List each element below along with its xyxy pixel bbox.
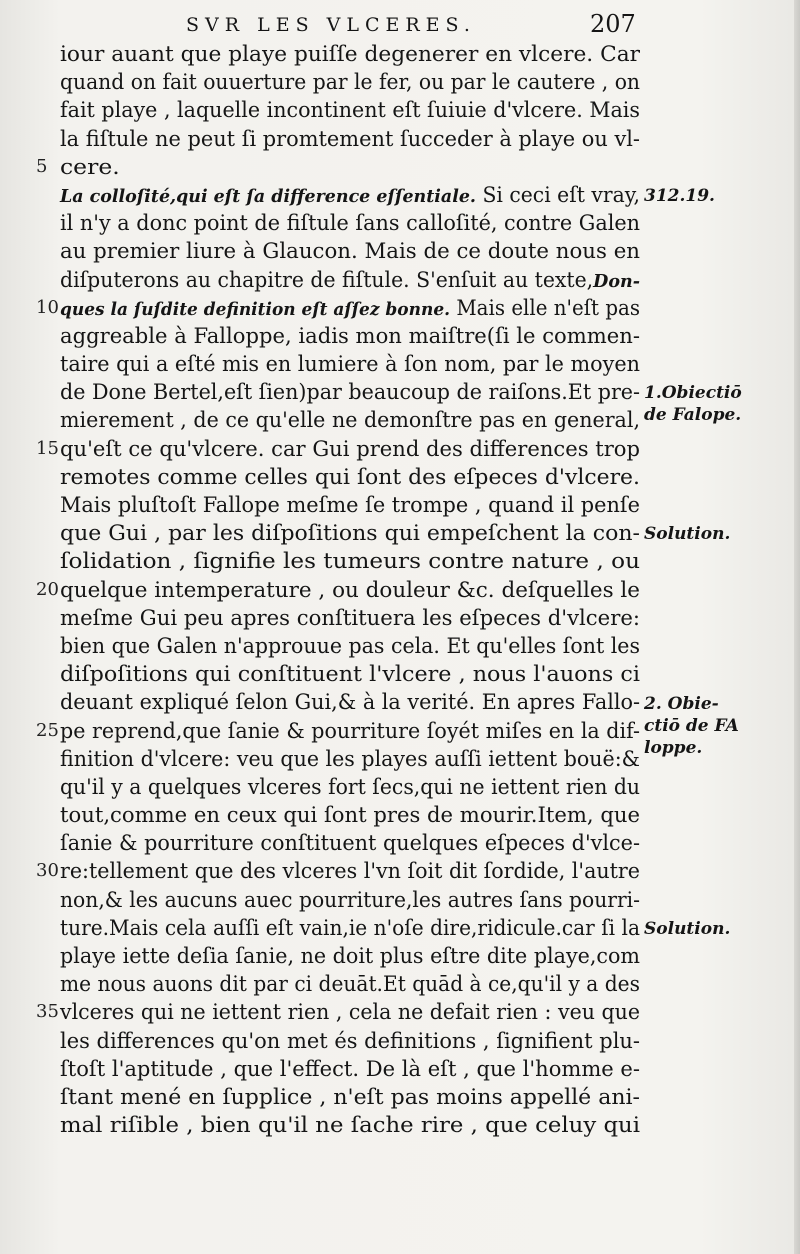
line-text: [60, 773, 640, 801]
roman-text: cere.: [60, 154, 120, 179]
roman-text: bien que Galen n'approuue pas cela. Et qu'elles ſont les: [60, 633, 640, 658]
text-line: [60, 322, 640, 350]
line-text: [60, 294, 640, 324]
margin-note-line: loppe.: [644, 737, 703, 758]
roman-text: aggreable à Falloppe, iadis mon maiſtre(ſi le commen-: [60, 323, 640, 348]
line-text: [60, 406, 640, 434]
margin-note: [644, 185, 715, 207]
line-number: 20: [36, 578, 59, 600]
roman-text: il n'y a donc point de fiſtule ſans calloſité, contre Galen: [60, 211, 640, 236]
margin-note-line: Solution.: [644, 919, 731, 940]
text-line: [36, 857, 640, 885]
text-line: [36, 435, 640, 463]
margin-note-line: de Falope.: [644, 405, 742, 426]
roman-text: pe reprend,que ſanie & pourriture ſoyét miſes en la dif-: [60, 718, 640, 743]
roman-text: Si ceci eſt vray,: [475, 182, 640, 207]
line-text: [60, 266, 640, 296]
text-line: [60, 660, 640, 688]
line-text: [60, 660, 640, 688]
line-text: [60, 576, 640, 604]
line-number: 35: [36, 1001, 59, 1023]
line-text: [60, 604, 640, 632]
roman-text: au premier liure à Glaucon. Mais de ce doute nous en: [60, 239, 640, 264]
line-text: [60, 1027, 640, 1055]
text-line: [60, 745, 640, 773]
line-text: [60, 717, 640, 745]
line-text: [60, 914, 640, 942]
line-text: [60, 857, 640, 885]
roman-text: iour auant que playe puiſſe degenerer en vlcere. Car: [60, 42, 640, 66]
text-line: [60, 801, 640, 829]
line-text: [60, 942, 640, 970]
roman-text: la fiſtule ne peut ſi promtement ſucceder à playe ou vl-: [60, 126, 640, 151]
line-text: [60, 970, 640, 998]
text-line: [60, 96, 640, 124]
line-text: [60, 998, 640, 1026]
line-text: [60, 322, 640, 350]
text-line: [36, 576, 640, 604]
roman-text: qu'il y a quelques vlceres fort ſecs,qui ne iettent rien du: [60, 774, 640, 799]
text-line: [60, 209, 640, 237]
text-line: [60, 350, 640, 378]
roman-text: diſputerons au chapitre de fiſtule. S'enſuit au texte,: [60, 267, 594, 292]
roman-text: ſtoſt l'aptitude , que l'effect. De là eſt , que l'homme e-: [60, 1056, 640, 1081]
roman-text: ſtant mené en ſupplice , n'eſt pas moins appellé ani-: [60, 1084, 640, 1109]
line-text: [60, 829, 640, 857]
line-text: [60, 801, 640, 829]
line-text: [60, 68, 640, 96]
line-text: [60, 181, 640, 211]
text-line: [60, 1111, 640, 1139]
roman-text: Mais elle n'eſt pas: [450, 295, 640, 320]
roman-text: playe iette deſia ſanie, ne doit plus eſtre dite playe,com: [60, 944, 640, 968]
roman-text: deuant expliqué ſelon Gui,& à la verité. En apres Fallo-: [60, 690, 640, 715]
text-line: [60, 40, 640, 68]
line-text: [60, 688, 640, 716]
roman-text: remotes comme celles qui ſont des eſpeces d'vlcere.: [60, 464, 640, 489]
roman-text: tout,comme en ceux qui ſont pres de mourir.Item, que: [60, 803, 640, 828]
margin-note-line: 312.19.: [644, 186, 715, 206]
text-line: [60, 125, 640, 153]
italic-heading: Don-: [593, 270, 640, 292]
line-text: [60, 1111, 640, 1139]
roman-text: taire qui a eſté mis en lumiere à ſon nom, par le moyen: [60, 352, 640, 377]
roman-text: diſpoſitions qui conſtituent l'vlcere , nous l'auons ci: [60, 662, 640, 687]
text-line: [36, 153, 640, 181]
text-line: [60, 378, 640, 406]
italic-heading: ques la ſuſdite definition eſt aſſez bonne.: [60, 298, 451, 320]
margin-note: [644, 382, 742, 426]
roman-text: meſme Gui peu apres conſtituera les eſpeces d'vlcere:: [60, 605, 640, 630]
text-line: [60, 491, 640, 519]
text-line: [60, 1055, 640, 1083]
text-line: [36, 998, 640, 1026]
text-line: [60, 942, 640, 970]
line-text: [60, 632, 640, 660]
line-number: 30: [36, 860, 59, 882]
text-line: [60, 237, 640, 265]
margin-note-line: 2. Obie-: [644, 693, 719, 714]
text-line: [60, 266, 640, 294]
roman-text: non,& les aucuns auec pourriture,les autres ſans pourri-: [60, 887, 640, 912]
text-line: [60, 547, 640, 575]
roman-text: les differences qu'on met és definitions , ſignifient plu-: [60, 1028, 640, 1053]
text-line: [60, 886, 640, 914]
roman-text: mal riſible , bien qu'il ne ſache rire , que celuy qui: [60, 1113, 640, 1138]
line-text: [60, 96, 640, 124]
line-text: [60, 547, 640, 575]
line-text: [60, 886, 640, 914]
text-line: [36, 294, 640, 322]
italic-heading: La colloſité,qui eſt ſa difference eſſentiale.: [60, 185, 476, 207]
roman-text: que Gui , par les diſpoſitions qui empeſchent la con-: [60, 521, 640, 546]
margin-note: [644, 523, 730, 545]
line-text: [60, 209, 640, 237]
text-line: [60, 632, 640, 660]
text-line: [60, 829, 640, 857]
running-head: SVR LES VLCERES.: [186, 14, 476, 36]
text-line: [60, 970, 640, 998]
margin-note: [644, 693, 739, 759]
margin-note-line: Solution.: [644, 524, 731, 545]
text-line: [60, 1027, 640, 1055]
page-edge: [794, 0, 800, 1254]
roman-text: me nous auons dit par ci deuāt.Et quād à ce,qu'il y a des: [60, 972, 640, 997]
roman-text: ſanie & pourriture conſtituent quelques eſpeces d'vlce-: [60, 831, 640, 856]
roman-text: de Done Bertel,eſt ſien)par beaucoup de raiſons.Et pre-: [60, 380, 640, 405]
line-text: [60, 237, 640, 265]
text-line: [36, 717, 640, 745]
roman-text: finition d'vlcere: veu que les playes auſſi iettent bouë:&: [60, 746, 640, 771]
text-line: [60, 68, 640, 96]
roman-text: quelque intemperature , ou douleur &c. deſquelles le: [60, 577, 640, 602]
page-number: 207: [590, 10, 636, 38]
line-text: [60, 745, 640, 773]
roman-text: qu'eſt ce qu'vlcere. car Gui prend des differences trop: [60, 436, 640, 461]
text-line: [60, 1083, 640, 1111]
line-number: 25: [36, 719, 59, 741]
line-text: [60, 519, 640, 547]
margin-note: [644, 918, 730, 940]
line-text: [60, 491, 640, 519]
roman-text: ſolidation , ſignifie les tumeurs contre nature , ou: [60, 549, 640, 574]
text-line: [60, 914, 640, 942]
roman-text: fait playe , laquelle incontinent eſt ſuiuie d'vlcere. Mais: [60, 98, 640, 123]
body-text: [36, 40, 640, 1139]
text-line: [60, 604, 640, 632]
line-number: 15: [36, 437, 59, 459]
roman-text: ture.Mais cela auſſi eſt vain,ie n'oſe dire,ridicule.car ſi la: [60, 915, 640, 940]
line-text: [60, 1083, 640, 1111]
line-text: [60, 350, 640, 378]
text-line: [60, 688, 640, 716]
line-text: [60, 125, 640, 153]
text-line: [60, 181, 640, 209]
margin-note-line: 1.Obiectiō: [644, 383, 742, 404]
text-line: [60, 519, 640, 547]
roman-text: mierement , de ce qu'elle ne demonſtre pas en general,: [60, 408, 640, 433]
roman-text: quand on fait ouuerture par le fer, ou par le cautere , on: [60, 70, 640, 95]
line-text: [60, 378, 640, 406]
roman-text: Mais pluſtoſt Fallope meſme ſe trompe , quand il penſe: [60, 493, 640, 517]
line-number: 10: [36, 296, 59, 318]
roman-text: vlceres qui ne iettent rien , cela ne defait rien : veu que: [60, 1000, 640, 1025]
text-line: [60, 773, 640, 801]
text-line: [60, 406, 640, 434]
line-text: [60, 463, 640, 491]
line-text: [60, 153, 120, 181]
line-text: [60, 40, 640, 68]
line-text: [60, 435, 640, 463]
line-number: 5: [36, 155, 48, 177]
margin-note-line: ctiō de FA: [644, 715, 739, 736]
line-text: [60, 1055, 640, 1083]
text-line: [60, 463, 640, 491]
roman-text: re:tellement que des vlceres l'vn ſoit dit ſordide, l'autre: [60, 859, 640, 884]
